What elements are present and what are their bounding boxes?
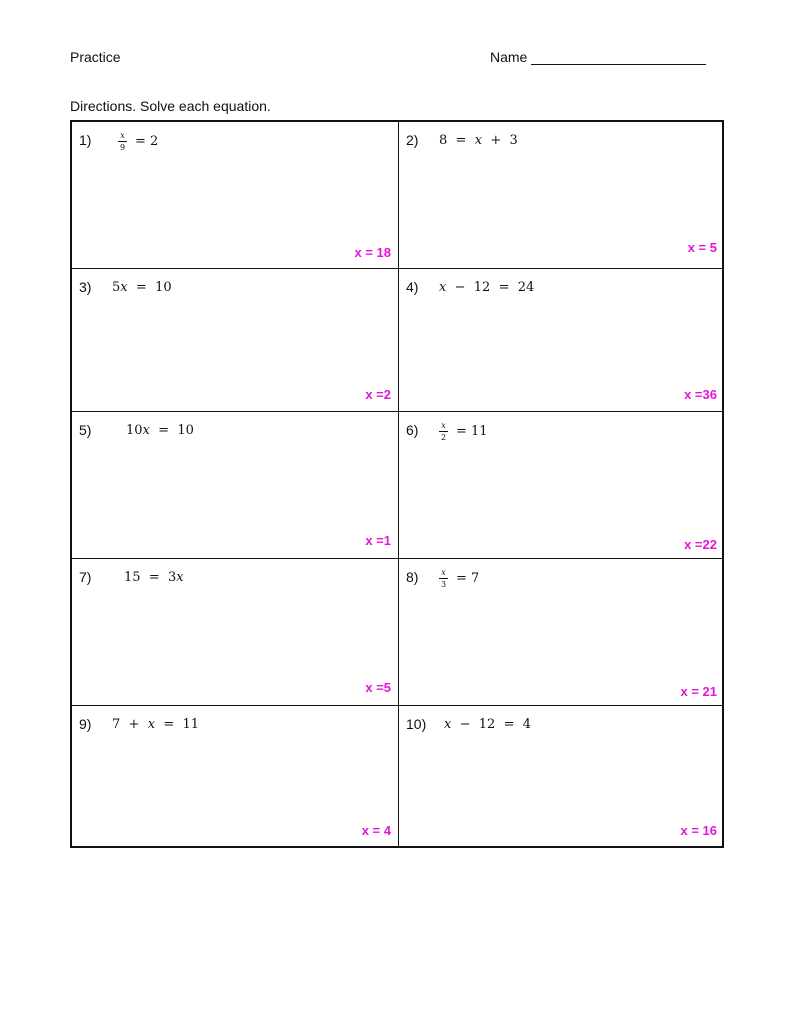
fraction-bar: [439, 431, 448, 432]
equation-term: 5: [112, 280, 121, 295]
equation: [112, 717, 199, 732]
answer-label: x =2: [365, 387, 391, 402]
equation-term: 10: [126, 423, 143, 438]
equation-term: x: [120, 280, 128, 295]
equation-term: 12: [478, 717, 496, 732]
problem-cell-9[interactable]: [72, 706, 398, 846]
directions-text: Directions. Solve each equation.: [70, 98, 271, 114]
fraction: [439, 421, 448, 442]
numerator: x: [441, 568, 446, 577]
answer-label: x =5: [365, 680, 391, 695]
equation: [439, 568, 479, 589]
equation-term: 24: [517, 280, 535, 295]
equation-term: 4: [522, 717, 532, 732]
equation-term: x: [147, 717, 156, 732]
equation: [126, 423, 194, 438]
practice-title: Practice: [70, 49, 121, 65]
problem-number: 9): [79, 716, 92, 732]
denominator: 3: [440, 580, 447, 589]
equation-term: 10: [177, 423, 194, 438]
equation: [112, 280, 172, 295]
equation: [439, 421, 488, 442]
equation-term: +: [128, 717, 140, 732]
equation-term: 7: [112, 717, 121, 732]
equation: [439, 280, 534, 295]
equation-term: −: [454, 280, 466, 295]
fraction-bar: [118, 141, 127, 142]
problem-cell-1[interactable]: [72, 122, 398, 268]
equation: [439, 133, 518, 148]
equation: [124, 570, 184, 585]
answer-label: x = 18: [354, 245, 391, 260]
answer-label: x =36: [684, 387, 717, 402]
problem-number: 4): [406, 279, 419, 295]
equation-term: =: [498, 280, 510, 295]
problem-number: 5): [79, 422, 92, 438]
name-field[interactable]: [490, 49, 706, 65]
equation-term: =: [163, 717, 175, 732]
equation: [444, 717, 531, 732]
equation-term: =: [148, 570, 160, 585]
problem-number: 6): [406, 422, 419, 438]
answer-label: x =1: [365, 533, 391, 548]
problem-number: 8): [406, 569, 419, 585]
fraction: [439, 568, 448, 589]
problem-number: 2): [406, 132, 419, 148]
problem-cell-5[interactable]: [72, 412, 398, 558]
problem-cell-4[interactable]: [399, 269, 724, 411]
equation-term: 10: [155, 280, 172, 295]
problem-number: 3): [79, 279, 92, 295]
equation-term: 3: [509, 133, 518, 148]
numerator: x: [120, 131, 125, 140]
equation-term: −: [459, 717, 471, 732]
problem-number: 10): [406, 716, 427, 732]
equation-term: =: [503, 717, 515, 732]
denominator: 2: [440, 433, 447, 442]
denominator: 9: [119, 143, 126, 152]
equation-rest: = 2: [135, 134, 159, 149]
problem-cell-6[interactable]: [399, 412, 724, 558]
equation-rest: = 11: [456, 424, 488, 439]
equation-term: 15: [124, 570, 141, 585]
equation-term: +: [490, 133, 502, 148]
equation-term: =: [158, 423, 170, 438]
answer-label: x = 5: [687, 240, 717, 255]
problem-number: 7): [79, 569, 92, 585]
answer-label: x = 21: [680, 684, 717, 699]
problem-cell-2[interactable]: [399, 122, 724, 268]
equation-term: 8: [439, 133, 448, 148]
equation-term: 11: [182, 717, 200, 732]
equation-term: x: [444, 717, 452, 732]
equation-term: =: [135, 280, 147, 295]
equation-term: 12: [473, 280, 491, 295]
problem-cell-7[interactable]: [72, 559, 398, 705]
equation-term: x: [142, 423, 150, 438]
equation-term: x: [474, 133, 483, 148]
name-blank-line[interactable]: [531, 50, 706, 65]
equation-rest: = 7: [456, 571, 480, 586]
fraction-bar: [439, 578, 448, 579]
problem-cell-10[interactable]: [399, 706, 724, 846]
answer-label: x =22: [684, 537, 717, 552]
answer-label: x = 4: [361, 823, 391, 838]
answer-label: x = 16: [680, 823, 717, 838]
equation-term: x: [176, 570, 184, 585]
fraction: [118, 131, 127, 152]
problem-cell-8[interactable]: [399, 559, 724, 705]
problem-number: 1): [79, 132, 92, 148]
problem-cell-3[interactable]: [72, 269, 398, 411]
equation-term: =: [455, 133, 467, 148]
equation: [118, 131, 158, 152]
name-label: Name: [490, 49, 528, 65]
numerator: x: [441, 421, 446, 430]
equation-term: 3: [167, 570, 177, 585]
equation-term: x: [439, 280, 447, 295]
problem-grid: [70, 120, 724, 848]
